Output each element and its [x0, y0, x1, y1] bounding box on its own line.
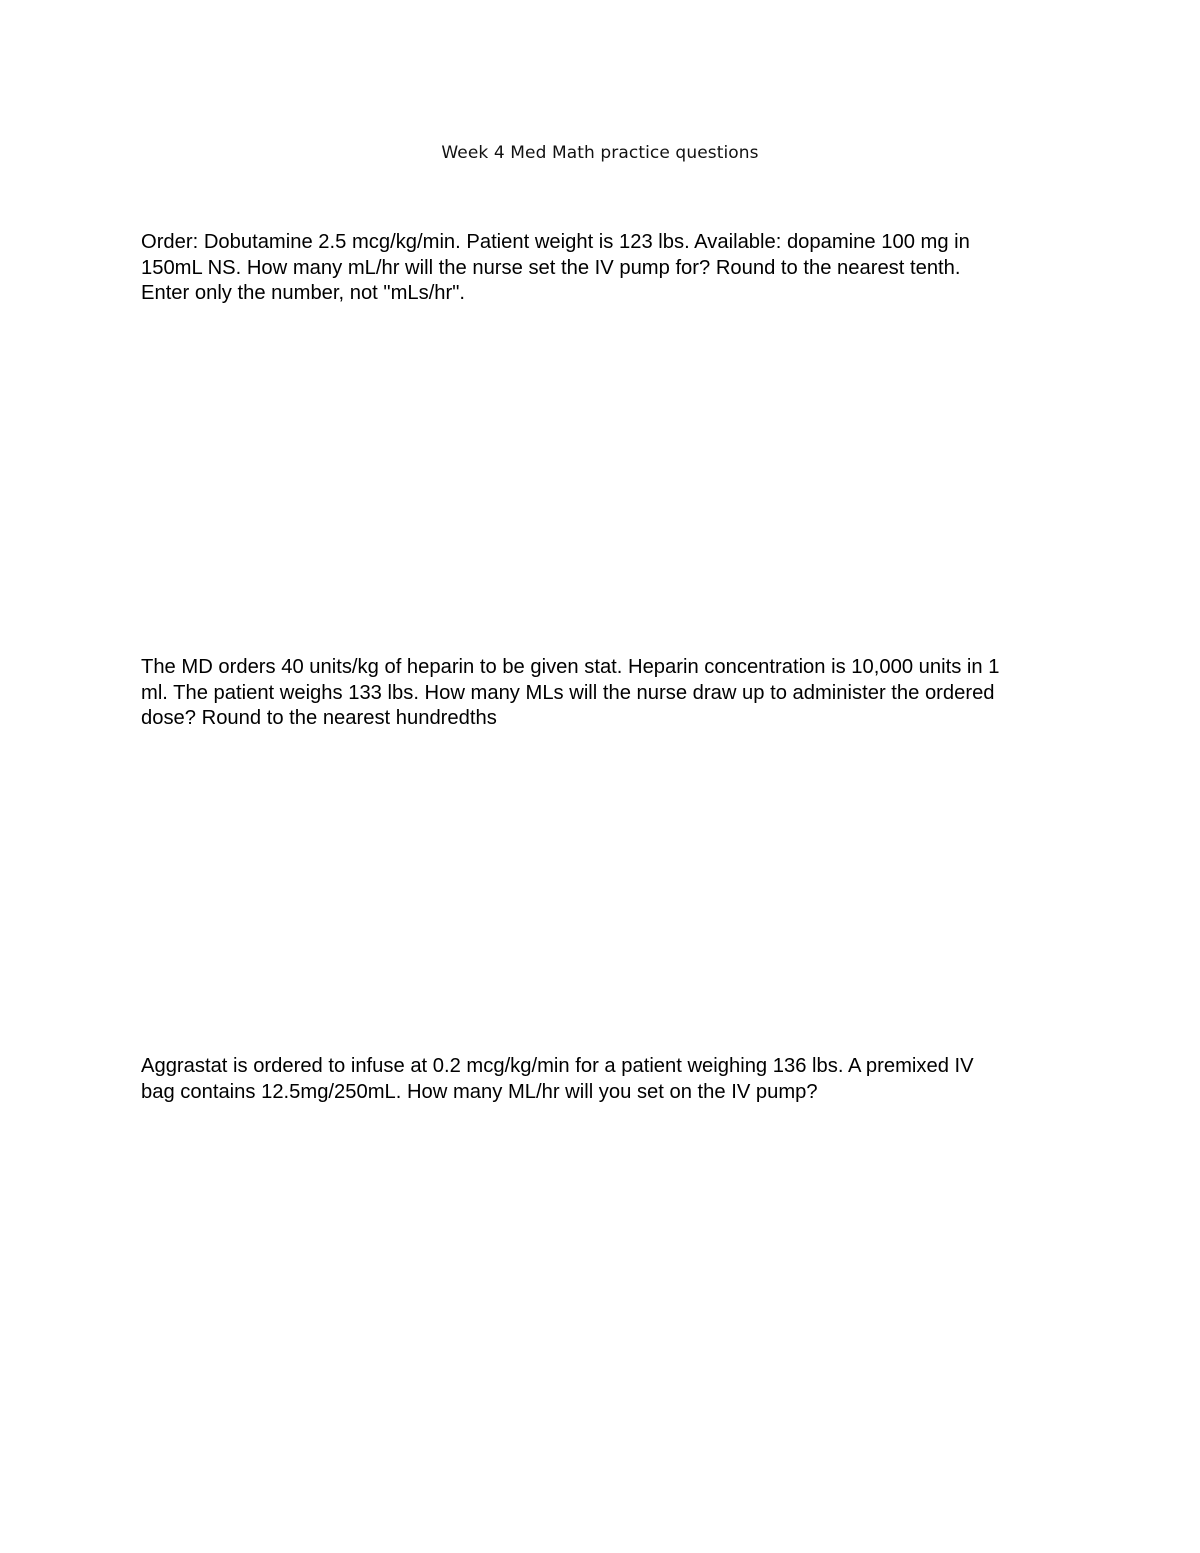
page-title: Week 4 Med Math practice questions	[441, 143, 759, 163]
question-3	[141, 1054, 1071, 1105]
question-1	[141, 230, 1071, 307]
question-2-line-1: The MD orders 40 units/kg of heparin to be given stat. Heparin concentration is 10,000 units in 1	[141, 656, 1000, 678]
question-2	[141, 655, 1071, 732]
question-1-line-2: 150mL NS. How many mL/hr will the nurse set the IV pump for? Round to the nearest tenth.	[141, 256, 961, 279]
question-1-line-3: Enter only the number, not "mLs/hr".	[141, 282, 466, 304]
question-2-line-2: ml. The patient weighs 133 lbs. How many MLs will the nurse draw up to administer the ordered	[141, 681, 995, 704]
question-1-line-1: Order: Dobutamine 2.5 mcg/kg/min. Patient weight is 123 lbs. Available: dopamine 100 mg in	[141, 231, 970, 253]
question-2-line-3: dose? Round to the nearest hundredths	[141, 707, 497, 729]
question-3-line-2: bag contains 12.5mg/250mL. How many ML/hr will you set on the IV pump?	[141, 1080, 818, 1103]
question-3-line-1: Aggrastat is ordered to infuse at 0.2 mcg/kg/min for a patient weighing 136 lbs. A premixed IV	[141, 1055, 974, 1077]
